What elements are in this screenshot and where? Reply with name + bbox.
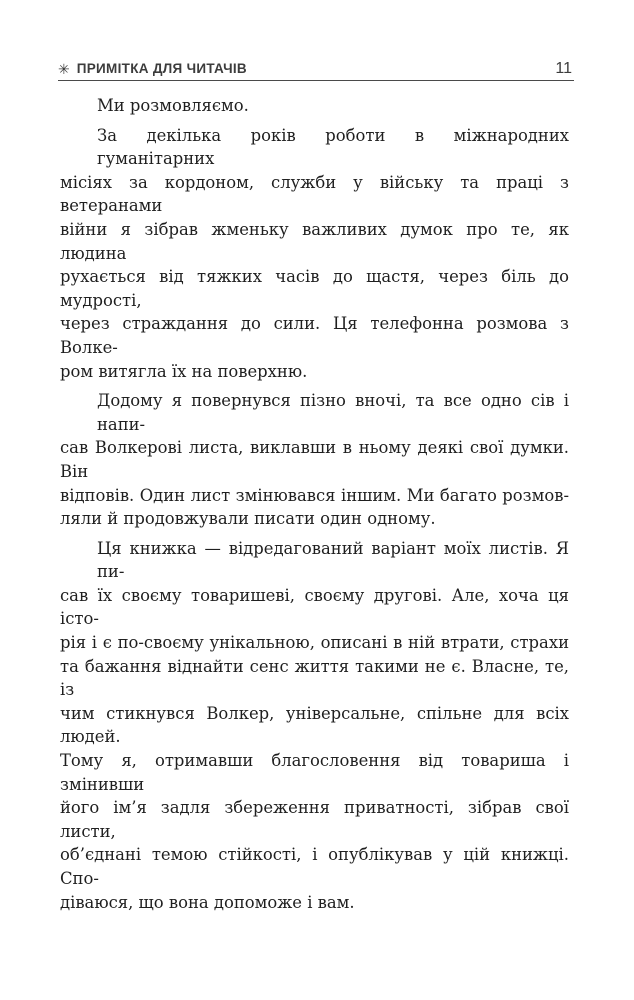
text-line: чим стикнувся Волкер, універсальне, спільне для всіх людей.	[60, 703, 569, 747]
text-line: через страждання до сили. Ця телефонна розмова з Волке-	[60, 314, 569, 357]
text-line: діваюся, що вона допоможе і вам.	[60, 892, 355, 912]
page-number: 11	[555, 60, 572, 77]
header-divider	[58, 80, 574, 81]
asterisk-icon: ✳	[58, 61, 70, 77]
text-line: ляли й продовжували писати один одному.	[60, 509, 436, 529]
text-line: рія і є по-своєму унікальною, описані в ній втрати, страхи	[60, 633, 569, 653]
running-head	[58, 56, 572, 78]
text-line: відповів. Один лист змінювався іншим. Ми багато розмов-	[60, 485, 569, 505]
paragraph	[60, 389, 569, 531]
body-text	[60, 94, 569, 914]
text-line: ром витягла їх на поверхню.	[60, 361, 308, 381]
text-line: війни я зібрав жменьку важливих думок про те, як людина	[60, 219, 569, 263]
text-line: Ця книжка — відредагований варіант моїх листів. Я пи-	[97, 538, 569, 582]
chapter-title: ПРИМІТКА ДЛЯ ЧИТАЧІВ	[76, 61, 247, 76]
text-line: рухається від тяжких часів до щастя, через біль до мудрості,	[60, 267, 569, 310]
paragraph	[60, 124, 569, 384]
text-line: Ми розмовляємо.	[97, 96, 249, 115]
text-line: сав Волкерові листа, виклавши в ньому деякі свої думки. Він	[60, 438, 569, 481]
text-line: місіях за кордоном, служби у війську та праці з ветеранами	[60, 172, 569, 216]
paragraph	[60, 94, 569, 118]
text-line: та бажання віднайти сенс життя такими не є. Власне, те, із	[60, 656, 569, 700]
text-line: сав їх своєму товаришеві, своєму другові. Але, хоча ця істо-	[60, 585, 569, 629]
text-line: Додому я повернувся пізно вночі, та все одно сів і напи-	[97, 391, 569, 434]
running-head-left	[58, 60, 247, 78]
text-line: За декілька років роботи в міжнародних гуманітарних	[97, 125, 569, 169]
text-line: Тому я, отримавши благословення від товариша і змінивши	[60, 751, 569, 794]
text-line: об’єднані темою стійкості, і опублікував у цій книжці. Спо-	[60, 845, 569, 888]
paragraph	[60, 537, 569, 915]
text-line: його ім’я задля збереження приватності, зібрав свої листи,	[60, 798, 569, 841]
